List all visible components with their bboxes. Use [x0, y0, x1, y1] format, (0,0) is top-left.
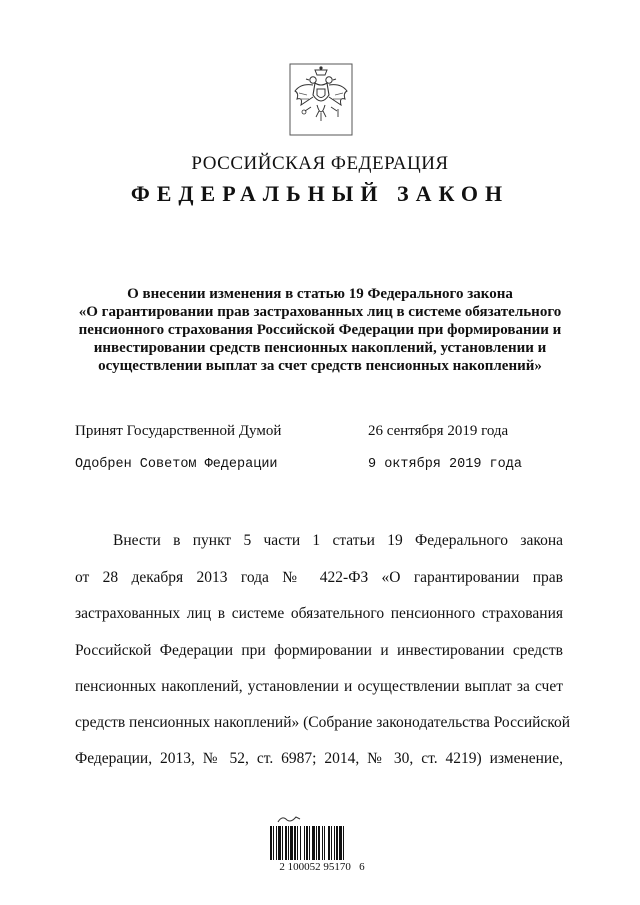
law-title — [60, 285, 580, 375]
body-line: пенсионных накоплений, установлении и осуществлении выплат за счет — [75, 678, 563, 695]
body-line: Федерации, 2013, № 52, ст. 6987; 2014, № 30, ст. 4219) изменение, — [75, 750, 563, 767]
barcode-bars — [270, 826, 374, 860]
body-line: от 28 декабря 2013 года № 422-ФЗ «О гарантировании прав — [75, 569, 563, 586]
body-line: застрахованных лиц в системе обязательного пенсионного страхования — [75, 605, 563, 622]
title-line: О внесении изменения в статью 19 Федерального закона — [127, 286, 513, 302]
body-line: Внести в пункт 5 части 1 статьи 19 Федерального закона — [113, 532, 563, 549]
document-type: ФЕДЕРАЛЬНЫЙ ЗАКОН — [130, 181, 510, 206]
barcode — [262, 814, 382, 874]
council-approval-label: Одобрен Советом Федерации — [75, 457, 278, 472]
title-line: осуществлении выплат за счет средств пенсионных накоплений» — [98, 358, 542, 374]
country-name: РОССИЙСКАЯ ФЕДЕРАЦИЯ — [191, 153, 449, 174]
title-line: пенсионного страхования Российской Федерации при формировании и — [78, 322, 562, 338]
title-line: инвестировании средств пенсионных накоплений, установлении и — [93, 340, 547, 356]
coat-of-arms-icon — [289, 63, 353, 136]
council-approval-date: 9 октября 2019 года — [368, 457, 522, 472]
barcode-mark-icon — [276, 814, 302, 824]
title-line: «О гарантировании прав застрахованных лиц в системе обязательного — [78, 304, 562, 320]
duma-adoption-label: Принят Государственной Думой — [75, 423, 282, 439]
duma-adoption-date: 26 сентября 2019 года — [368, 423, 509, 439]
body-line: средств пенсионных накоплений» (Собрание законодательства Российской — [75, 714, 571, 731]
barcode-number: 2 100052 95170 6 — [279, 861, 365, 873]
body-line: Российской Федерации при формировании и инвестировании средств — [75, 642, 563, 659]
